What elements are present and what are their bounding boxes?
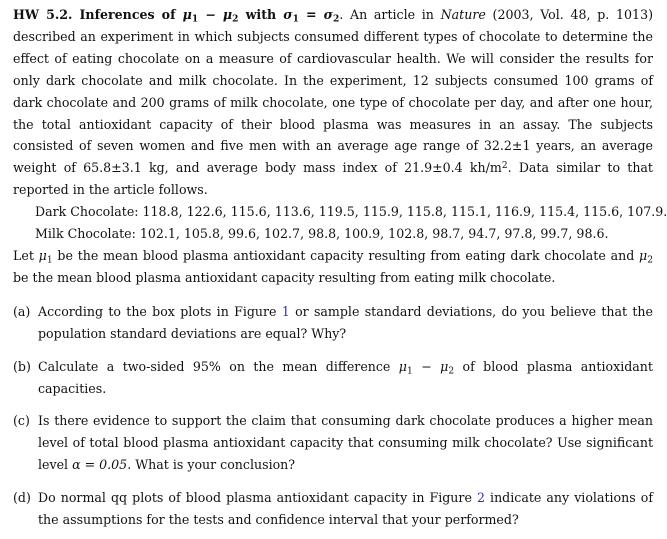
milk-chocolate-data: Milk Chocolate: 102.1, 105.8, 99.6, 102.7, 98.8, 100.9, 102.8, 98.7, 94.7, 97.8, 99.7, 98.6. xyxy=(35,226,609,242)
question-parts xyxy=(13,301,653,531)
part-c-text: Is there evidence to support the claim that consuming dark chocolate produces a higher mean level of total blood plasma antioxidant capacity that consuming milk chocolate? Use significant level α = 0.05. What is your conclusion? xyxy=(38,413,653,473)
part-c xyxy=(13,410,653,476)
figure-2-link[interactable]: 2 xyxy=(476,490,485,506)
part-b-text: Calculate a two-sided 95% on the mean difference $\mu_1 - \mu_2$ of blood plasma antioxidant capacities. xyxy=(38,358,653,396)
figure-1-link[interactable]: 1 xyxy=(281,303,290,319)
part-a-text: According to the box plots in Figure 1 or sample standard deviations, do you believe that the population standard deviations are equal? Why? xyxy=(38,303,653,341)
part-b xyxy=(13,356,653,400)
part-b-marker: (b) xyxy=(13,358,31,374)
problem-label: HW 5.2. Inferences of $\mu_1 - \mu_2$ with $\sigma_1 = \sigma_2$ xyxy=(13,7,340,25)
problem-intro: HW 5.2. Inferences of $\mu_1 - \mu_2$ with $\sigma_1 = \sigma_2$. An article in Nature (2003, Vol. 48, p. 1013) described an experiment in which subjects consumed different types of chocolate to determine the effect of eating chocolate on a measure of cardiovascular health. We will consider the results for only dark chocolate and milk chocolate. In the experiment, 12 subjects consumed 100 grams of dark chocolate and 200 grams of milk chocolate, one type of chocolate per day, and after one hour, the total antioxidant capacity of their blood plasma was measures in an assay. The subjects consisted of seven women and five men with an average age range of 32.2±1 years, an average weight of 65.8±3.1 kg, and average body mass index of 21.9±0.4 $kh/m^2$. Data similar to that reported in the article follows. xyxy=(13,7,653,198)
alpha-value: α = 0.05 xyxy=(72,457,128,473)
part-d xyxy=(13,487,653,531)
dark-chocolate-data: Dark Chocolate: 118.8, 122.6, 115.6, 113.6, 119.5, 115.9, 115.8, 115.1, 116.9, 115.4, 115.6, 107.9. xyxy=(35,204,667,220)
part-c-marker: (c) xyxy=(13,413,30,429)
part-d-marker: (d) xyxy=(13,490,31,506)
part-a xyxy=(13,301,653,345)
part-d-text: Do normal qq plots of blood plasma antioxidant capacity in Figure 2 indicate any violations of the assumptions for the tests and confidence interval that your performed? xyxy=(38,490,653,528)
journal-name: Nature xyxy=(440,7,486,22)
part-a-marker: (a) xyxy=(13,303,31,319)
definition-paragraph: Let $\mu_1$ be the mean blood plasma antioxidant capacity resulting from eating dark chocolate and $\mu_2$ be the mean blood plasma antioxidant capacity resulting from eating milk chocolate. xyxy=(13,247,653,285)
